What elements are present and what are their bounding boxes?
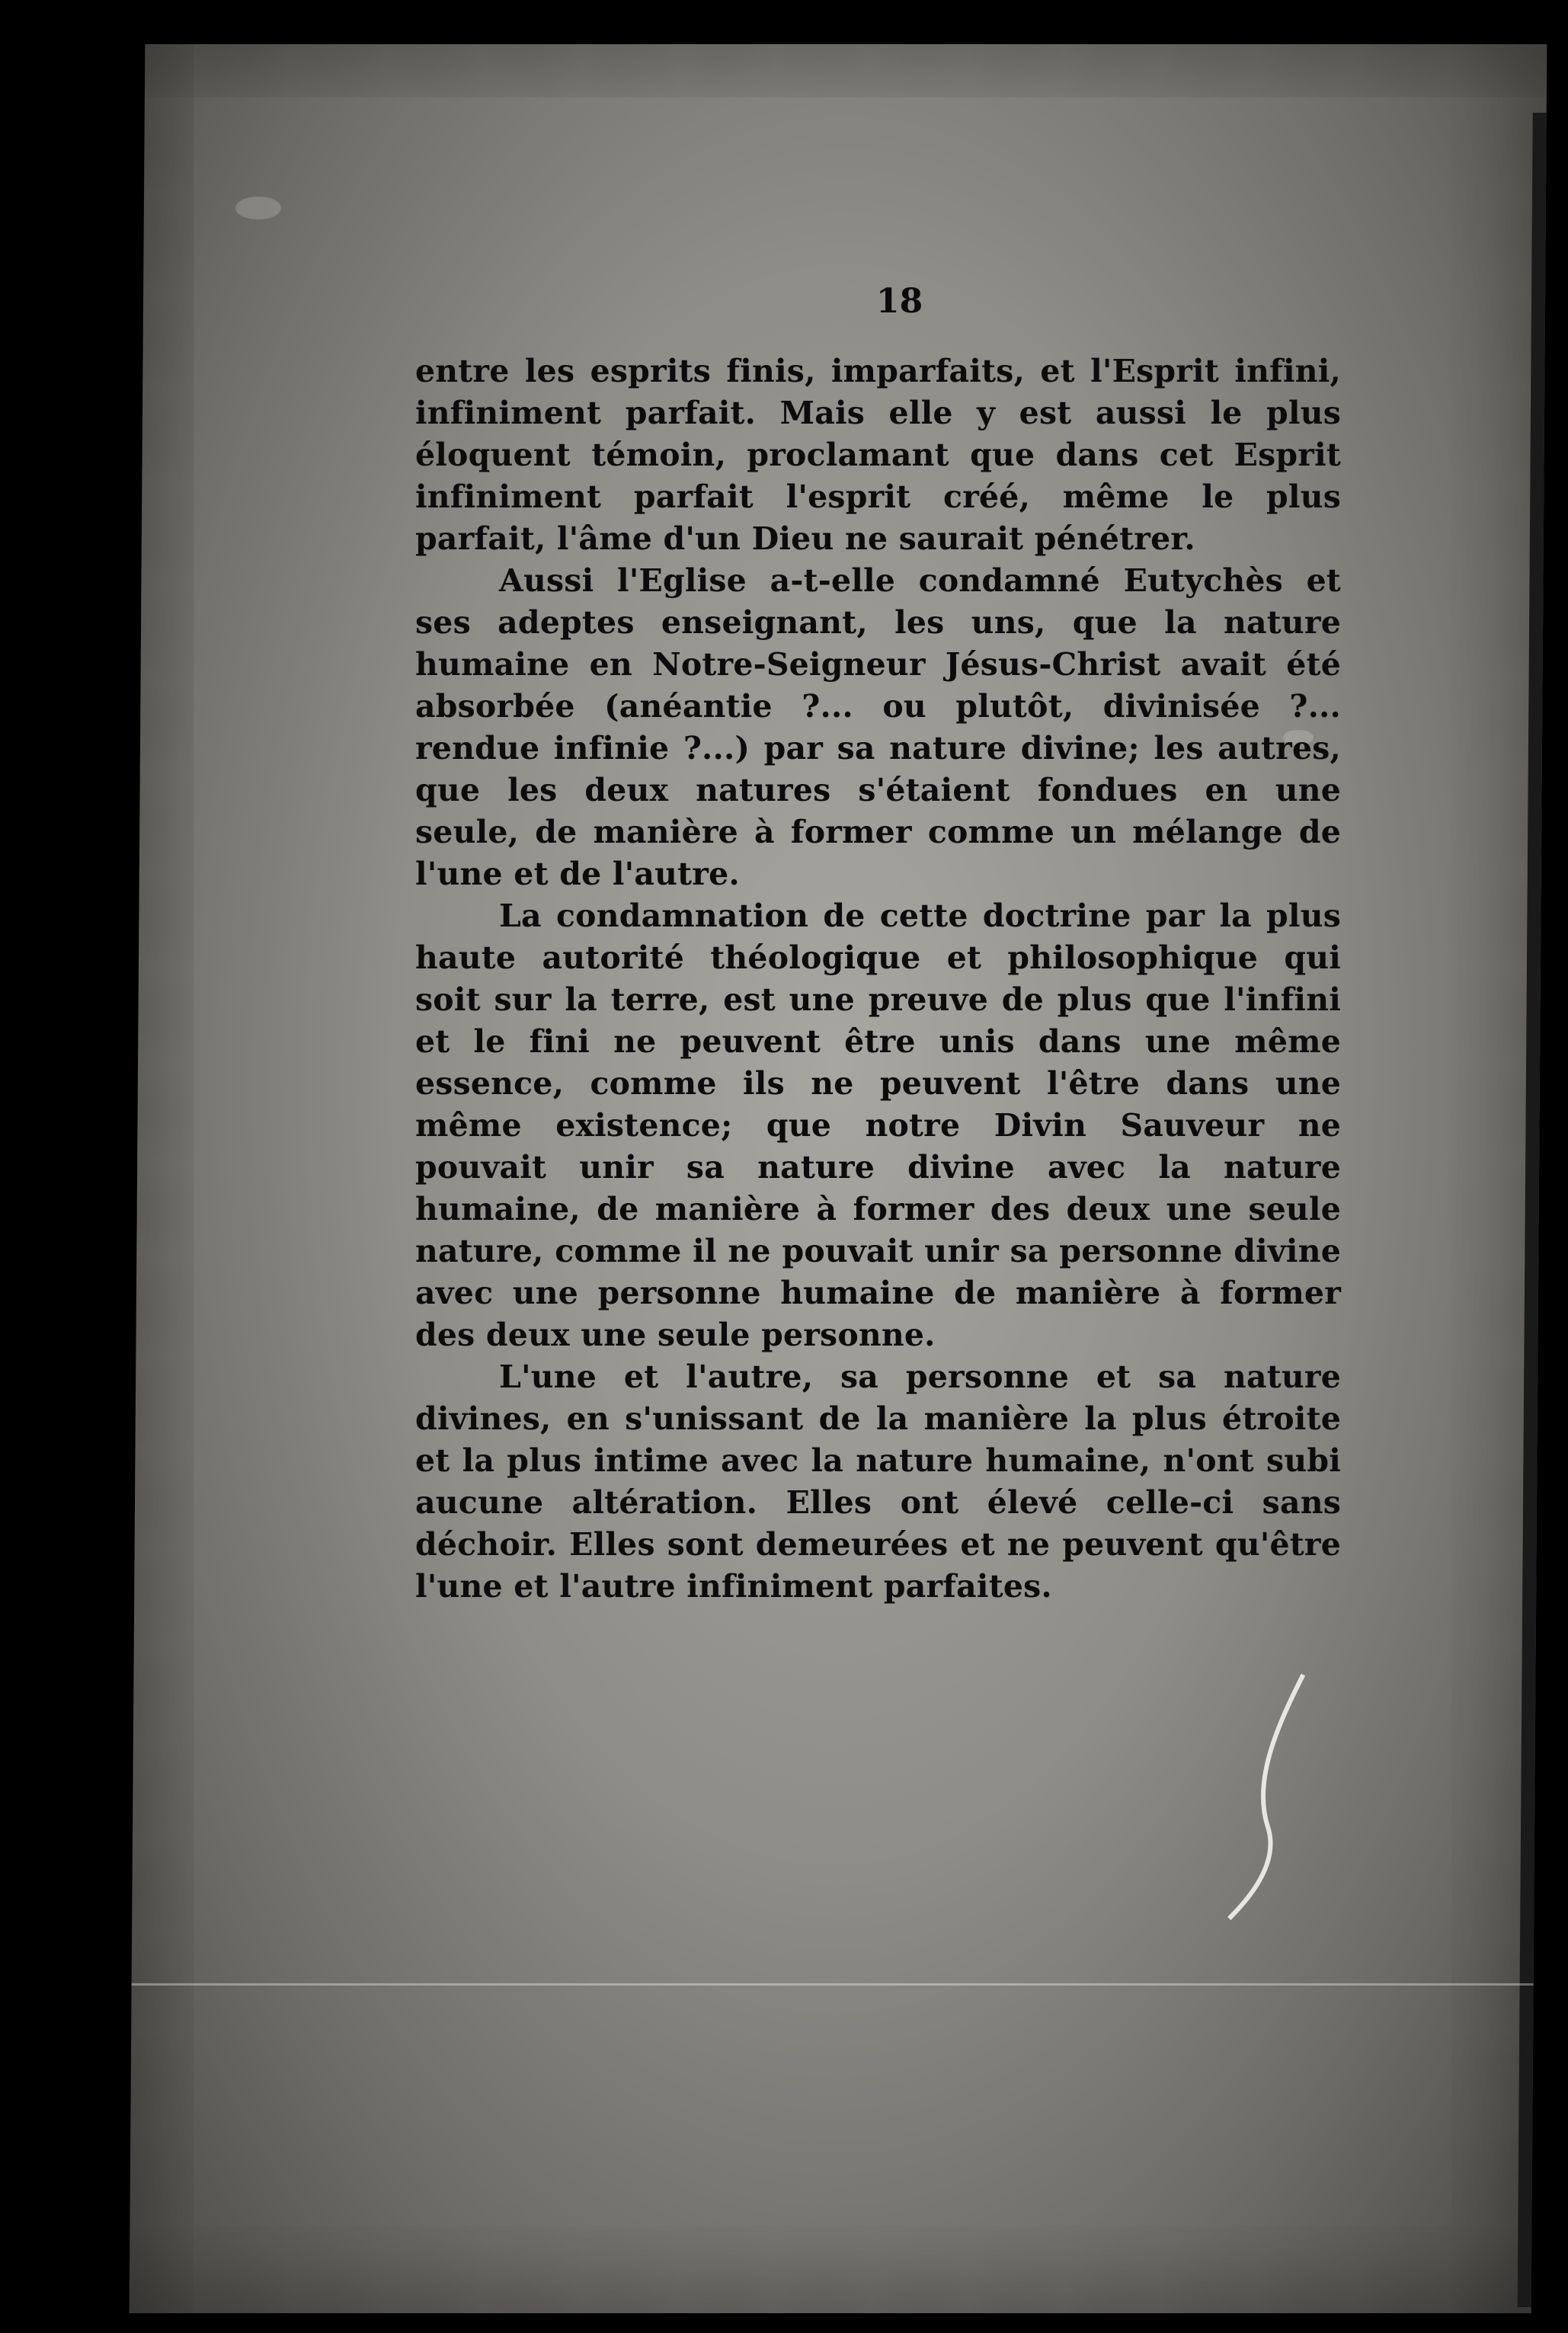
paper-scratch-mark [1221,1667,1314,1926]
page-number: 18 [876,282,923,321]
paragraph-3: La condamnation de cette doctrine par la plus haute autorité théologique et philosophique qui soit sur la terre, est une preuve de plus que l'infini et le fini ne peuvent être unis dans une même essence, comme ils ne peuvent l'être dans une même existence; que notre Divin Sauveur ne pouvait unir sa nature divine avec la nature humaine, de manière à former des deux une seule nature, comme il ne pouvait unir sa personne divine avec une personne humaine de manière à former des deux une seule personne. [415,898,1341,1353]
paragraph-2: Aussi l'Eglise a-t-elle condamné Eutychès et ses adeptes enseignant, les uns, que la nature humaine en Notre-Seigneur Jésus-Christ avait été absorbée (anéantie ?... ou plutôt, divinisée ?... rendue infinie ?...) par sa nature divine; les autres, que les deux natures s'étaient fondues en une seule, de manière à former comme un mélange de l'une et de l'autre. [415,562,1341,892]
page-edge-shadow [1518,113,1547,2307]
page-fold-line [132,1983,1534,1986]
paper-speck [235,197,281,219]
body-text [415,350,1341,1608]
paragraph-4: L'une et l'autre, sa personne et sa nature divines, en s'unissant de la manière la plus étroite et la plus intime avec la nature humaine, n'ont subi aucune altération. Elles ont élevé celle-ci sans déchoir. Elles sont demeurées et ne peuvent qu'être l'une et l'autre infiniment parfaites. [415,1359,1341,1605]
paragraph-1: entre les esprits finis, imparfaits, et l'Esprit infini, infiniment parfait. Mais elle y est aussi le plus éloquent témoin, proclamant que dans cet Esprit infiniment parfait l'esprit créé, même le plus parfait, l'âme d'un Dieu ne saurait pénétrer. [415,353,1341,557]
